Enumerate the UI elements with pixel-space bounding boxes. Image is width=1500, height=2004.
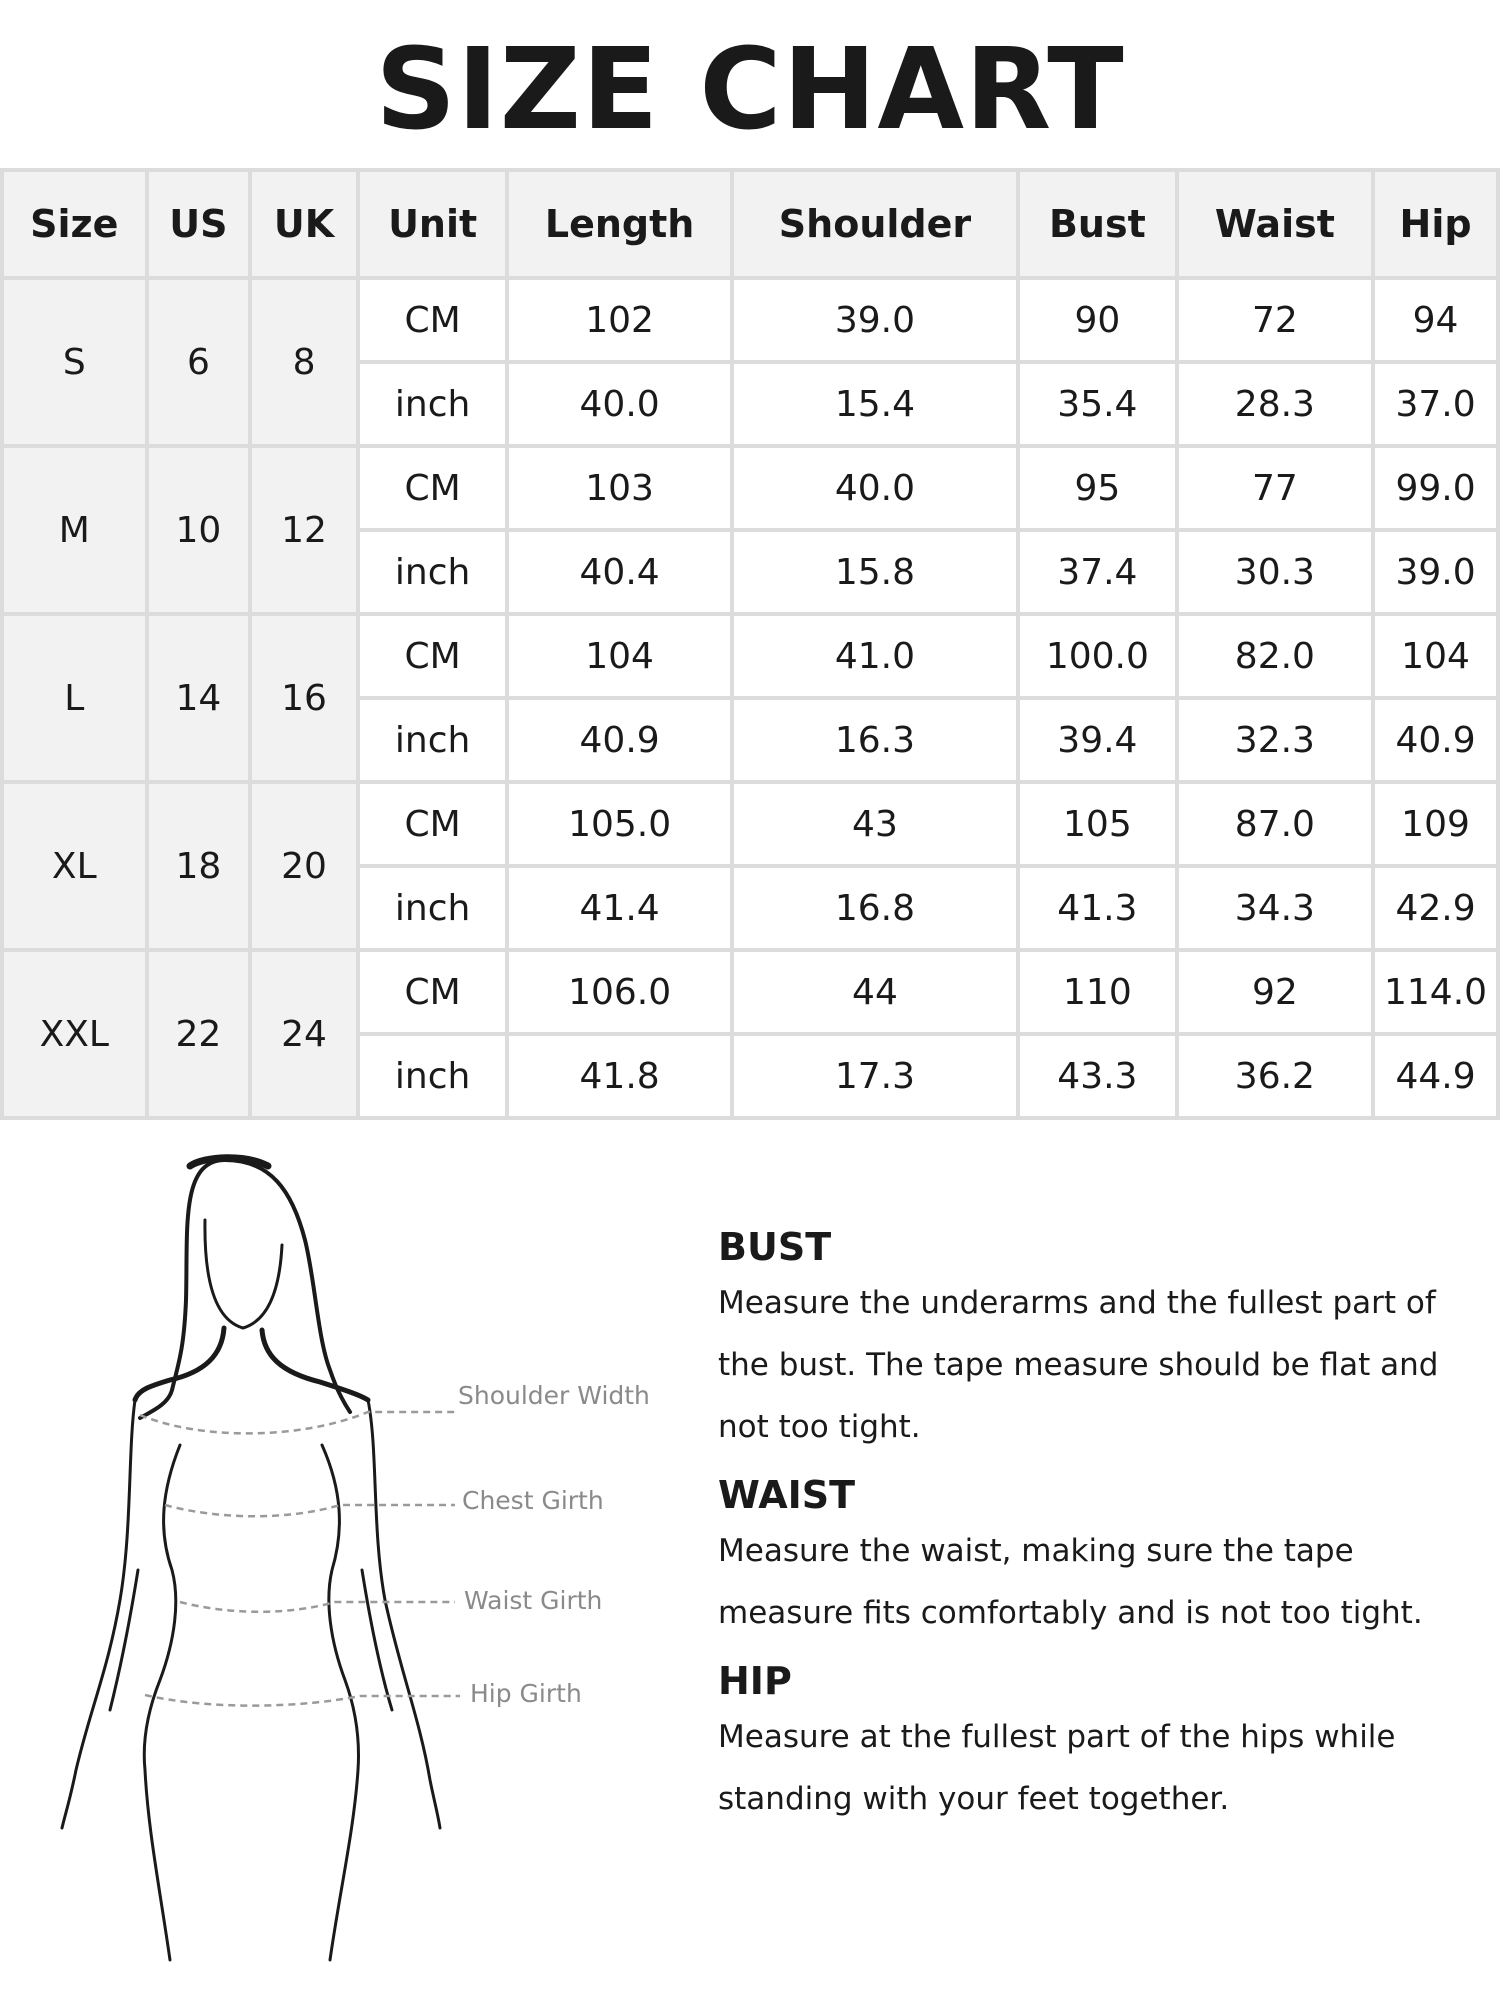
right-arm (368, 1400, 440, 1828)
table-row (2, 278, 1498, 362)
unit-cell: inch (358, 530, 508, 614)
size-cell: XXL (2, 950, 147, 1118)
size-cell: M (2, 446, 147, 614)
measurement-cell: 40.4 (507, 530, 731, 614)
measurement-cell: 44.9 (1373, 1034, 1498, 1118)
waist-measure-line (180, 1602, 455, 1612)
us-size-cell: 10 (147, 446, 251, 614)
measurement-cell: 39.4 (1018, 698, 1177, 782)
shoulder-width-label: Shoulder Width (458, 1381, 650, 1410)
bust-heading: BUST (718, 1225, 832, 1269)
column-header: US (147, 170, 251, 278)
column-header: Waist (1177, 170, 1373, 278)
waist-heading: WAIST (718, 1473, 856, 1517)
column-header: Bust (1018, 170, 1177, 278)
torso-left (144, 1445, 180, 1960)
body-measurement-figure (0, 1150, 700, 2000)
measurement-cell: 90 (1018, 278, 1177, 362)
inner-arm-left (110, 1570, 138, 1710)
measurement-cell: 110 (1018, 950, 1177, 1034)
measurement-cell: 41.3 (1018, 866, 1177, 950)
measurement-cell: 95 (1018, 446, 1177, 530)
waist-girth-label: Waist Girth (464, 1586, 603, 1615)
column-header: Unit (358, 170, 508, 278)
chest-measure-line (165, 1505, 455, 1516)
uk-size-cell: 12 (250, 446, 358, 614)
us-size-cell: 22 (147, 950, 251, 1118)
neck-right (262, 1330, 368, 1400)
measurement-cell: 17.3 (732, 1034, 1018, 1118)
unit-cell: CM (358, 950, 508, 1034)
measurement-cell: 32.3 (1177, 698, 1373, 782)
bust-description: Measure the underarms and the fullest part of the bust. The tape measure should be flat and not too tight. (718, 1285, 1439, 1445)
measurement-cell: 30.3 (1177, 530, 1373, 614)
hip-description: Measure at the fullest part of the hips while standing with your feet together. (718, 1719, 1396, 1817)
size-table (0, 168, 1500, 1120)
shoulder-measure-line (140, 1412, 455, 1433)
size-cell: L (2, 614, 147, 782)
measurement-cell: 106.0 (507, 950, 731, 1034)
measurement-cell: 105.0 (507, 782, 731, 866)
measurement-cell: 15.8 (732, 530, 1018, 614)
measurement-cell: 114.0 (1373, 950, 1498, 1034)
waist-description: Measure the waist, making sure the tape measure fits comfortably and is not too tight. (718, 1533, 1423, 1631)
figure-svg (0, 1150, 700, 2000)
measurement-cell: 28.3 (1177, 362, 1373, 446)
measurement-cell: 41.0 (732, 614, 1018, 698)
measurement-cell: 39.0 (732, 278, 1018, 362)
uk-size-cell: 20 (250, 782, 358, 950)
unit-cell: inch (358, 698, 508, 782)
hip-heading: HIP (718, 1659, 792, 1703)
hair-outline-right (225, 1160, 350, 1412)
measurement-cell: 92 (1177, 950, 1373, 1034)
measurement-cell: 87.0 (1177, 782, 1373, 866)
measurement-cell: 42.9 (1373, 866, 1498, 950)
unit-cell: inch (358, 1034, 508, 1118)
measurement-cell: 103 (507, 446, 731, 530)
measurement-cell: 41.8 (507, 1034, 731, 1118)
measurement-cell: 77 (1177, 446, 1373, 530)
column-header: Size (2, 170, 147, 278)
measurement-cell: 40.0 (732, 446, 1018, 530)
size-cell: S (2, 278, 147, 446)
table-header-row (2, 170, 1498, 278)
measurement-cell: 40.0 (507, 362, 731, 446)
measurement-cell: 104 (1373, 614, 1498, 698)
us-size-cell: 18 (147, 782, 251, 950)
measurement-cell: 40.9 (1373, 698, 1498, 782)
measurement-cell: 72 (1177, 278, 1373, 362)
measurement-cell: 99.0 (1373, 446, 1498, 530)
table-row (2, 782, 1498, 866)
measurement-cell: 94 (1373, 278, 1498, 362)
chest-girth-label: Chest Girth (462, 1486, 604, 1515)
measurement-cell: 16.3 (732, 698, 1018, 782)
unit-cell: CM (358, 278, 508, 362)
unit-cell: inch (358, 362, 508, 446)
unit-cell: inch (358, 866, 508, 950)
column-header: Length (507, 170, 731, 278)
measurement-cell: 37.4 (1018, 530, 1177, 614)
column-header: UK (250, 170, 358, 278)
measurement-cell: 102 (507, 278, 731, 362)
measurement-cell: 44 (732, 950, 1018, 1034)
measurement-cell: 40.9 (507, 698, 731, 782)
measurement-cell: 41.4 (507, 866, 731, 950)
measurement-cell: 82.0 (1177, 614, 1373, 698)
unit-cell: CM (358, 446, 508, 530)
column-header: Hip (1373, 170, 1498, 278)
measurement-cell: 39.0 (1373, 530, 1498, 614)
inner-arm-right (362, 1570, 392, 1710)
measurement-cell: 16.8 (732, 866, 1018, 950)
measurement-cell: 104 (507, 614, 731, 698)
page-title: SIZE CHART (375, 25, 1125, 155)
measurement-cell: 109 (1373, 782, 1498, 866)
uk-size-cell: 16 (250, 614, 358, 782)
us-size-cell: 14 (147, 614, 251, 782)
us-size-cell: 6 (147, 278, 251, 446)
unit-cell: CM (358, 614, 508, 698)
uk-size-cell: 8 (250, 278, 358, 446)
left-arm (62, 1400, 135, 1828)
column-header: Shoulder (732, 170, 1018, 278)
table-row (2, 614, 1498, 698)
measurement-cell: 15.4 (732, 362, 1018, 446)
measurement-cell: 35.4 (1018, 362, 1177, 446)
measurement-guide (718, 1222, 1478, 1842)
measurement-cell: 100.0 (1018, 614, 1177, 698)
measurement-cell: 43.3 (1018, 1034, 1177, 1118)
measurement-cell: 37.0 (1373, 362, 1498, 446)
measurement-cell: 34.3 (1177, 866, 1373, 950)
table-row (2, 950, 1498, 1034)
measurement-cell: 105 (1018, 782, 1177, 866)
measurement-cell: 43 (732, 782, 1018, 866)
size-cell: XL (2, 782, 147, 950)
table-row (2, 446, 1498, 530)
torso-right (322, 1445, 358, 1960)
face-outline (205, 1220, 282, 1328)
unit-cell: CM (358, 782, 508, 866)
uk-size-cell: 24 (250, 950, 358, 1118)
measurement-cell: 36.2 (1177, 1034, 1373, 1118)
hip-girth-label: Hip Girth (470, 1679, 582, 1708)
